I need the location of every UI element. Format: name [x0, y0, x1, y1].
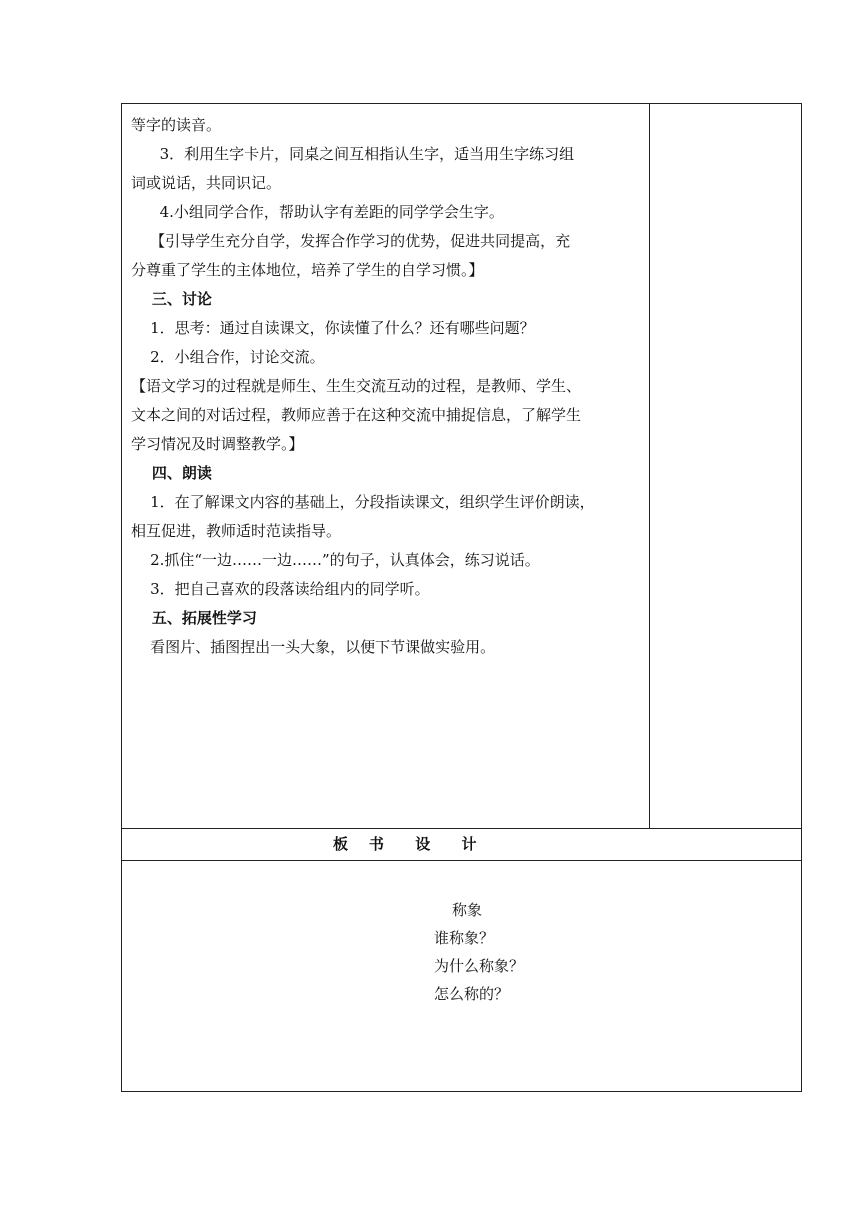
text-line: 4.小组同学合作，帮助认字有差距的同学学会生字。 [131, 203, 504, 221]
text-line: 【引导学生充分自学，发挥合作学习的优势，促进共同提高，充 [131, 232, 571, 250]
lesson-text [131, 111, 646, 662]
text-line: 2．小组合作，讨论交流。 [131, 348, 325, 366]
text-line: 1．在了解课文内容的基础上，分段指读课文，组织学生评价朗读， [131, 493, 595, 511]
text-line: 词或说话，共同识记。 [131, 174, 282, 192]
text-line: 3．利用生字卡片，同桌之间互相指认生字，适当用生字练习组 [131, 145, 575, 163]
text-line: 2.抓住“一边……一边……”的句子，认真体会，练习说话。 [131, 551, 540, 569]
teaching-process-cell [122, 104, 650, 828]
text-line: 等字的读音。 [131, 116, 222, 134]
text-line: 学习情况及时调整教学。】 [131, 435, 304, 453]
text-line: 【语文学习的过程就是师生、生生交流互动的过程，是教师、学生、 [131, 377, 582, 395]
board-line: 谁称象？ [434, 929, 495, 947]
text-line: 3．把自己喜欢的段落读给组内的同学听。 [131, 580, 430, 598]
text-line: 看图片、插图捏出一头大象，以便下节课做实验用。 [131, 638, 496, 656]
notes-cell [650, 104, 801, 828]
section-heading: 四、朗读 [131, 464, 212, 482]
board-line: 称象 [452, 901, 483, 919]
board-line: 为什么称象？ [434, 957, 525, 975]
section-heading: 五、拓展性学习 [131, 609, 257, 627]
text-line: 分尊重了学生的主体地位，培养了学生的自学习惯。】 [131, 261, 484, 279]
board-design-content [122, 860, 801, 1091]
board-design-heading: 板 书 设 计 [333, 835, 477, 853]
board-line: 怎么称的？ [434, 985, 510, 1003]
lesson-plan-table [121, 103, 802, 1092]
text-line: 文本之间的对话过程，教师应善于在这种交流中捕捉信息，了解学生 [131, 406, 582, 424]
section-heading: 三、讨论 [131, 290, 212, 308]
text-line: 相互促进，教师适时范读指导。 [131, 522, 342, 540]
text-line: 1．思考：通过自读课文，你读懂了什么？还有哪些问题？ [131, 319, 535, 337]
